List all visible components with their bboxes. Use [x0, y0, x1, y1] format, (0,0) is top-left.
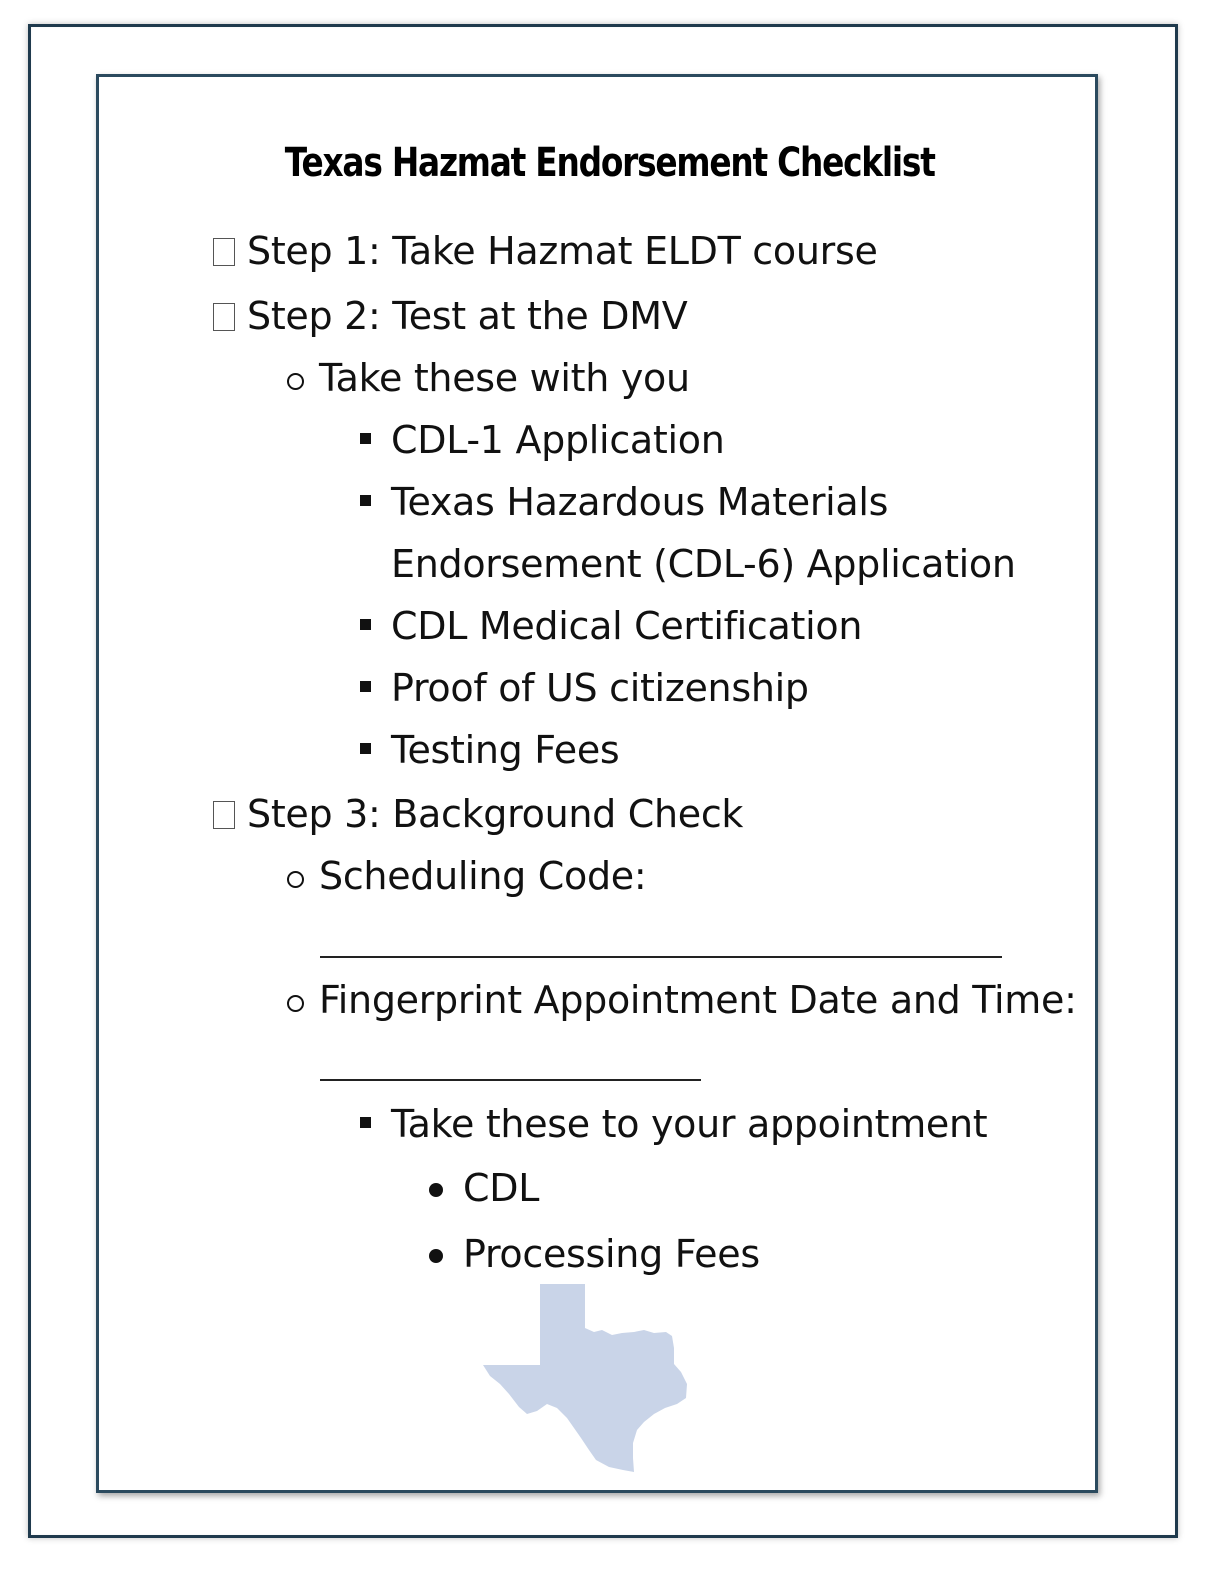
- list-item: CDL Medical Certification: [391, 604, 863, 648]
- step-1-label: Step 1: Take Hazmat ELDT course: [247, 229, 878, 273]
- appointment-items-label: Take these to your appointment: [391, 1102, 988, 1146]
- hollow-bullet-icon: [287, 871, 304, 888]
- step-2-checkbox[interactable]: [213, 303, 235, 331]
- square-bullet-icon: [360, 433, 371, 444]
- hollow-bullet-icon: [287, 995, 304, 1012]
- square-bullet-icon: [360, 1117, 371, 1128]
- scheduling-code-field[interactable]: [320, 956, 1002, 958]
- step-2-sub-label: Take these with you: [319, 356, 690, 400]
- step-3-label: Step 3: Background Check: [247, 792, 744, 836]
- fingerprint-appointment-field[interactable]: [320, 1079, 701, 1081]
- round-bullet-icon: [429, 1249, 443, 1263]
- scheduling-code-label: Scheduling Code:: [319, 854, 647, 898]
- square-bullet-icon: [360, 495, 371, 506]
- square-bullet-icon: [360, 619, 371, 630]
- list-item: Proof of US citizenship: [391, 666, 809, 710]
- step-3-checkbox[interactable]: [213, 801, 235, 829]
- square-bullet-icon: [360, 681, 371, 692]
- step-2-label: Step 2: Test at the DMV: [247, 294, 688, 338]
- texas-state-shape: [483, 1284, 687, 1472]
- step-1-checkbox[interactable]: [213, 238, 235, 266]
- square-bullet-icon: [360, 743, 371, 754]
- list-item: Texas Hazardous Materials: [391, 480, 889, 524]
- texas-map-icon: [478, 1280, 693, 1480]
- list-item: CDL-1 Application: [391, 418, 725, 462]
- list-item: Testing Fees: [391, 728, 620, 772]
- list-item: CDL: [463, 1166, 540, 1210]
- round-bullet-icon: [429, 1183, 443, 1197]
- list-item: Processing Fees: [463, 1232, 760, 1276]
- page-title: Texas Hazmat Endorsement Checklist: [284, 140, 935, 186]
- hollow-bullet-icon: [287, 373, 304, 390]
- fingerprint-appointment-label: Fingerprint Appointment Date and Time:: [319, 978, 1077, 1022]
- list-item-continuation: Endorsement (CDL-6) Application: [391, 542, 1016, 586]
